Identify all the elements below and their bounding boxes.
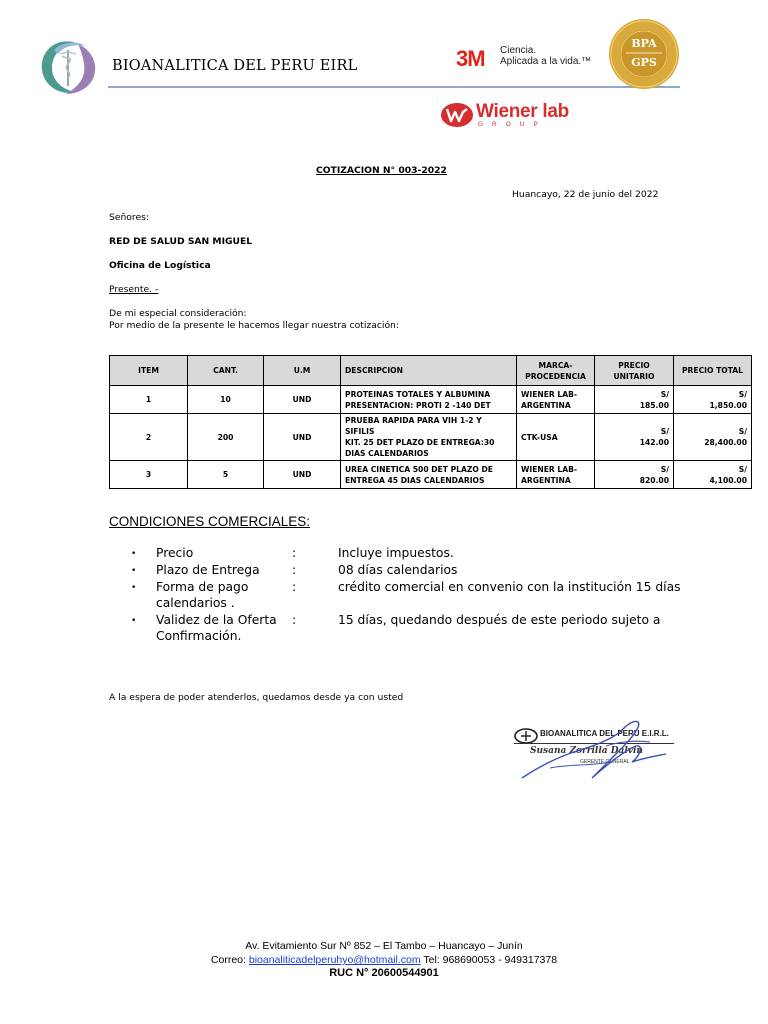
closing-text: A la espera de poder atenderlos, quedamos desde ya con usted (109, 692, 404, 703)
wiener-name: Wiener lab (476, 101, 569, 122)
cell-unit-price (595, 386, 674, 414)
wiener-group: GROUP (478, 121, 547, 128)
condition-value: Incluye impuestos. (338, 546, 454, 560)
condition-label-continued: Confirmación. (156, 629, 242, 643)
cell-brand: CTK-USA (517, 414, 595, 461)
header-divider (108, 86, 680, 88)
amount: 185.00 (639, 400, 669, 410)
cell-item: 3 (110, 461, 188, 489)
cell-um: UND (264, 414, 341, 461)
presente: Presente. - (109, 284, 159, 295)
header-item: ITEM (110, 356, 188, 386)
cell-um: UND (264, 386, 341, 414)
desc-line: PRUEBA RAPIDA PARA VIH 1-2 Y SIFILIS (345, 416, 482, 436)
place-date: Huancayo, 22 de junio del 2022 (512, 189, 659, 200)
cell-qty: 10 (188, 386, 264, 414)
bpa-gps-seal (608, 18, 680, 90)
signer-role: GERENTE GENERAL (580, 759, 630, 765)
bullet: • (131, 616, 137, 626)
condition-label: Plazo de Entrega (156, 563, 260, 577)
brand-line: ARGENTINA (521, 475, 571, 485)
office: Oficina de Logística (109, 260, 211, 271)
brand-3m-tagline (500, 45, 591, 67)
condition-label-continued: calendarios . (156, 596, 235, 610)
cell-um: UND (264, 461, 341, 489)
cell-total-price (674, 414, 752, 461)
desc-line: ENTREGA 45 DIAS CALENDARIOS (345, 475, 485, 485)
seal-top-text: BPA (631, 37, 657, 50)
bioanalitica-logo (34, 36, 104, 98)
footer-address: Av. Evitamiento Sur Nº 852 – El Tambo – Huancayo – Junín (245, 940, 523, 952)
cell-unit-price (595, 414, 674, 461)
condition-label: Validez de la Oferta (156, 613, 277, 627)
stamp-company: BIOANALITICA DEL PERU E.I.R.L. (540, 729, 669, 738)
brand-line: WIENER LAB- (521, 464, 578, 474)
footer-contact (0, 954, 768, 966)
tagline-line-1: Ciencia. (500, 45, 537, 56)
cell-item: 2 (110, 414, 188, 461)
signer-name: Susana Zorrilla Dalvin (530, 746, 643, 756)
footer-phone: Tel: 968690053 - 949317378 (420, 954, 558, 966)
currency: S/ (738, 389, 747, 399)
wiener-lab-logo (440, 101, 569, 132)
condition-label: Precio (156, 546, 194, 560)
cell-description (341, 386, 517, 414)
bullet: • (131, 566, 137, 576)
seal-bottom-text: GPS (631, 56, 657, 69)
handwritten-signature (510, 716, 680, 788)
desc-line: PROTEINAS TOTALES Y ALBUMINA (345, 389, 491, 399)
tagline-line-2: Aplicada a la vida.™ (500, 56, 592, 67)
quotation-table (109, 355, 752, 489)
footer-email-link[interactable]: bioanaliticadelperuhyo@hotmail.com (248, 954, 421, 966)
brand-3m-logo: 3M (456, 46, 485, 71)
condition-value: crédito comercial en convenio con la institución 15 días (338, 580, 681, 594)
header-description: DESCRIPCION (341, 356, 517, 386)
cell-brand (517, 461, 595, 489)
desc-line: DIAS CALENDARIOS (345, 449, 429, 458)
cell-item: 1 (110, 386, 188, 414)
bullet: • (131, 549, 137, 559)
currency: S/ (660, 427, 669, 436)
header-total-price: PRECIO TOTAL (674, 356, 752, 386)
currency: S/ (660, 464, 669, 474)
brand-line: WIENER LAB- (521, 389, 578, 399)
condition-separator: : (292, 546, 297, 560)
cell-brand (517, 386, 595, 414)
cell-total-price (674, 386, 752, 414)
cell-description (341, 414, 517, 461)
condition-value: 15 días, quedando después de este periodo sujeto a (338, 613, 661, 627)
desc-line: PRESENTACION: PROTI 2 -140 DET (345, 400, 491, 410)
currency: S/ (738, 464, 747, 474)
header-um: U.M (264, 356, 341, 386)
table-row (110, 414, 752, 461)
salutation: Señores: (109, 212, 150, 223)
amount: 4,100.00 (709, 475, 747, 485)
table-row (110, 386, 752, 414)
desc-line: UREA CINETICA 500 DET PLAZO DE (345, 464, 493, 474)
conditions-title: CONDICIONES COMERCIALES: (109, 514, 311, 529)
amount: 820.00 (639, 475, 669, 485)
footer-ruc: RUC N° 20600544901 (329, 967, 439, 979)
header-brand: MARCA- PROCEDENCIA (517, 356, 595, 386)
condition-separator: : (292, 613, 297, 627)
document-title: COTIZACION N° 003-2022 (316, 165, 447, 176)
signature-stamp (510, 716, 680, 788)
cell-total-price (674, 461, 752, 489)
wiener-w-icon (440, 102, 474, 128)
desc-line: KIT. 25 DET PLAZO DE ENTREGA:30 (345, 438, 495, 447)
currency: S/ (738, 427, 747, 436)
condition-separator: : (292, 563, 297, 577)
header-unit-price: PRECIO UNITARIO (595, 356, 674, 386)
amount: 28,400.00 (704, 438, 747, 447)
footer-email-label: Correo: (210, 954, 249, 966)
cell-qty: 5 (188, 461, 264, 489)
currency: S/ (660, 389, 669, 399)
table-row (110, 461, 752, 489)
amount: 142.00 (639, 438, 669, 447)
condition-separator: : (292, 580, 297, 594)
header-qty: CANT. (188, 356, 264, 386)
brand-line: ARGENTINA (521, 400, 571, 410)
cell-description (341, 461, 517, 489)
bullet: • (131, 583, 137, 593)
condition-value: 08 días calendarios (338, 563, 458, 577)
cell-unit-price (595, 461, 674, 489)
table-header-row (110, 356, 752, 386)
intro-line-1: De mi especial consideración: (109, 308, 247, 319)
condition-label: Forma de pago (156, 580, 249, 594)
company-name: BIOANALITICA DEL PERU EIRL (112, 58, 358, 74)
recipient: RED DE SALUD SAN MIGUEL (109, 236, 253, 247)
cell-qty: 200 (188, 414, 264, 461)
intro-line-2: Por medio de la presente le hacemos llegar nuestra cotización: (109, 320, 399, 331)
amount: 1,850.00 (709, 400, 747, 410)
